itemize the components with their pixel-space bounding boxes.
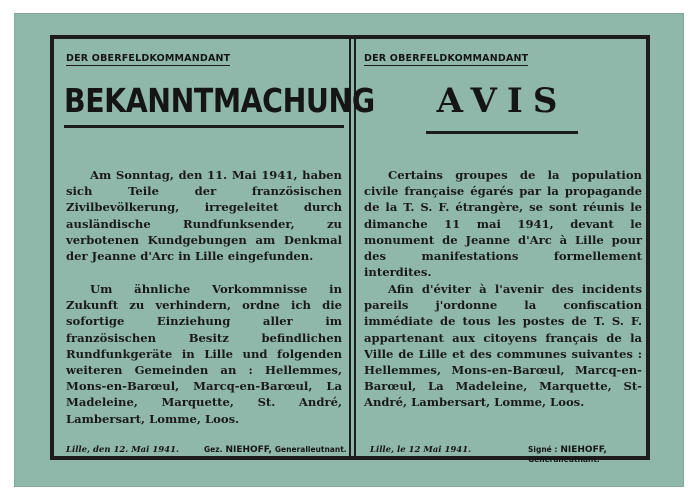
german-paragraph-1: Am Sonntag, den 11. Mai 1941, haben sich Teile der französischen Zivilbevölkerung, irregeleitet durch ausländische Rundfunksender, zu verbotenen Kundgebungen am Denkmal der Jeanne d'Arc in Lille eingefunden.: [66, 168, 342, 264]
german-signature: Gez. NIEHOFF, Generalleutnant.: [204, 445, 347, 455]
french-paragraph-2: Afin d'éviter à l'avenir des incidents pareils j'ordonne la confiscation immédiate de tous les postes de T. S. F. appartenant aux citoyens français de la Ville de Lille et des communes suivantes : Hellemmes, Mons-en-Barœul, Marcq-en-Barœul, La Madeleine, Marquette, St-André, Lambersart, Lomme, Loos.: [364, 282, 642, 410]
german-title-rule: [64, 125, 344, 128]
french-title: AVIS: [436, 81, 568, 121]
french-column: [356, 35, 648, 464]
french-paragraph-1: Certains groupes de la population civile française égarés par la propagande de la T. S. F. étrangère, se sont réunis le dimanche 11 mai 1941, devant le monument de Jeanne d'Arc à Lille pour des manifestations formellement interdites.: [364, 168, 642, 280]
french-title-rule: [426, 131, 578, 134]
german-header: DER OBERFELDKOMMANDANT: [66, 53, 231, 64]
french-header: DER OBERFELDKOMMANDANT: [364, 53, 529, 64]
german-place-date: Lille, den 12. Mai 1941.: [66, 445, 179, 455]
french-signature: Signé : NIEHOFF, Generalleutnant.: [528, 445, 607, 464]
german-column: [54, 35, 375, 460]
french-place-date: Lille, le 12 Mai 1941.: [370, 445, 472, 455]
german-paragraph-2: Um ähnliche Vorkommnisse in Zukunft zu verhindern, ordne ich die sofortige Einziehung aller im französischen Besitz befindlichen Rundfunkgeräte in Lille und folgenden weiteren Gemeinden an : Hellemmes, Mons-en-Barœul, Marcq-en-Barœul, La Madeleine, Marquette, St. André, Lambersart, Lomme, Loos.: [66, 282, 342, 426]
poster-sheet: [14, 13, 684, 487]
german-title: BEKANNTMACHUNG: [64, 81, 375, 120]
